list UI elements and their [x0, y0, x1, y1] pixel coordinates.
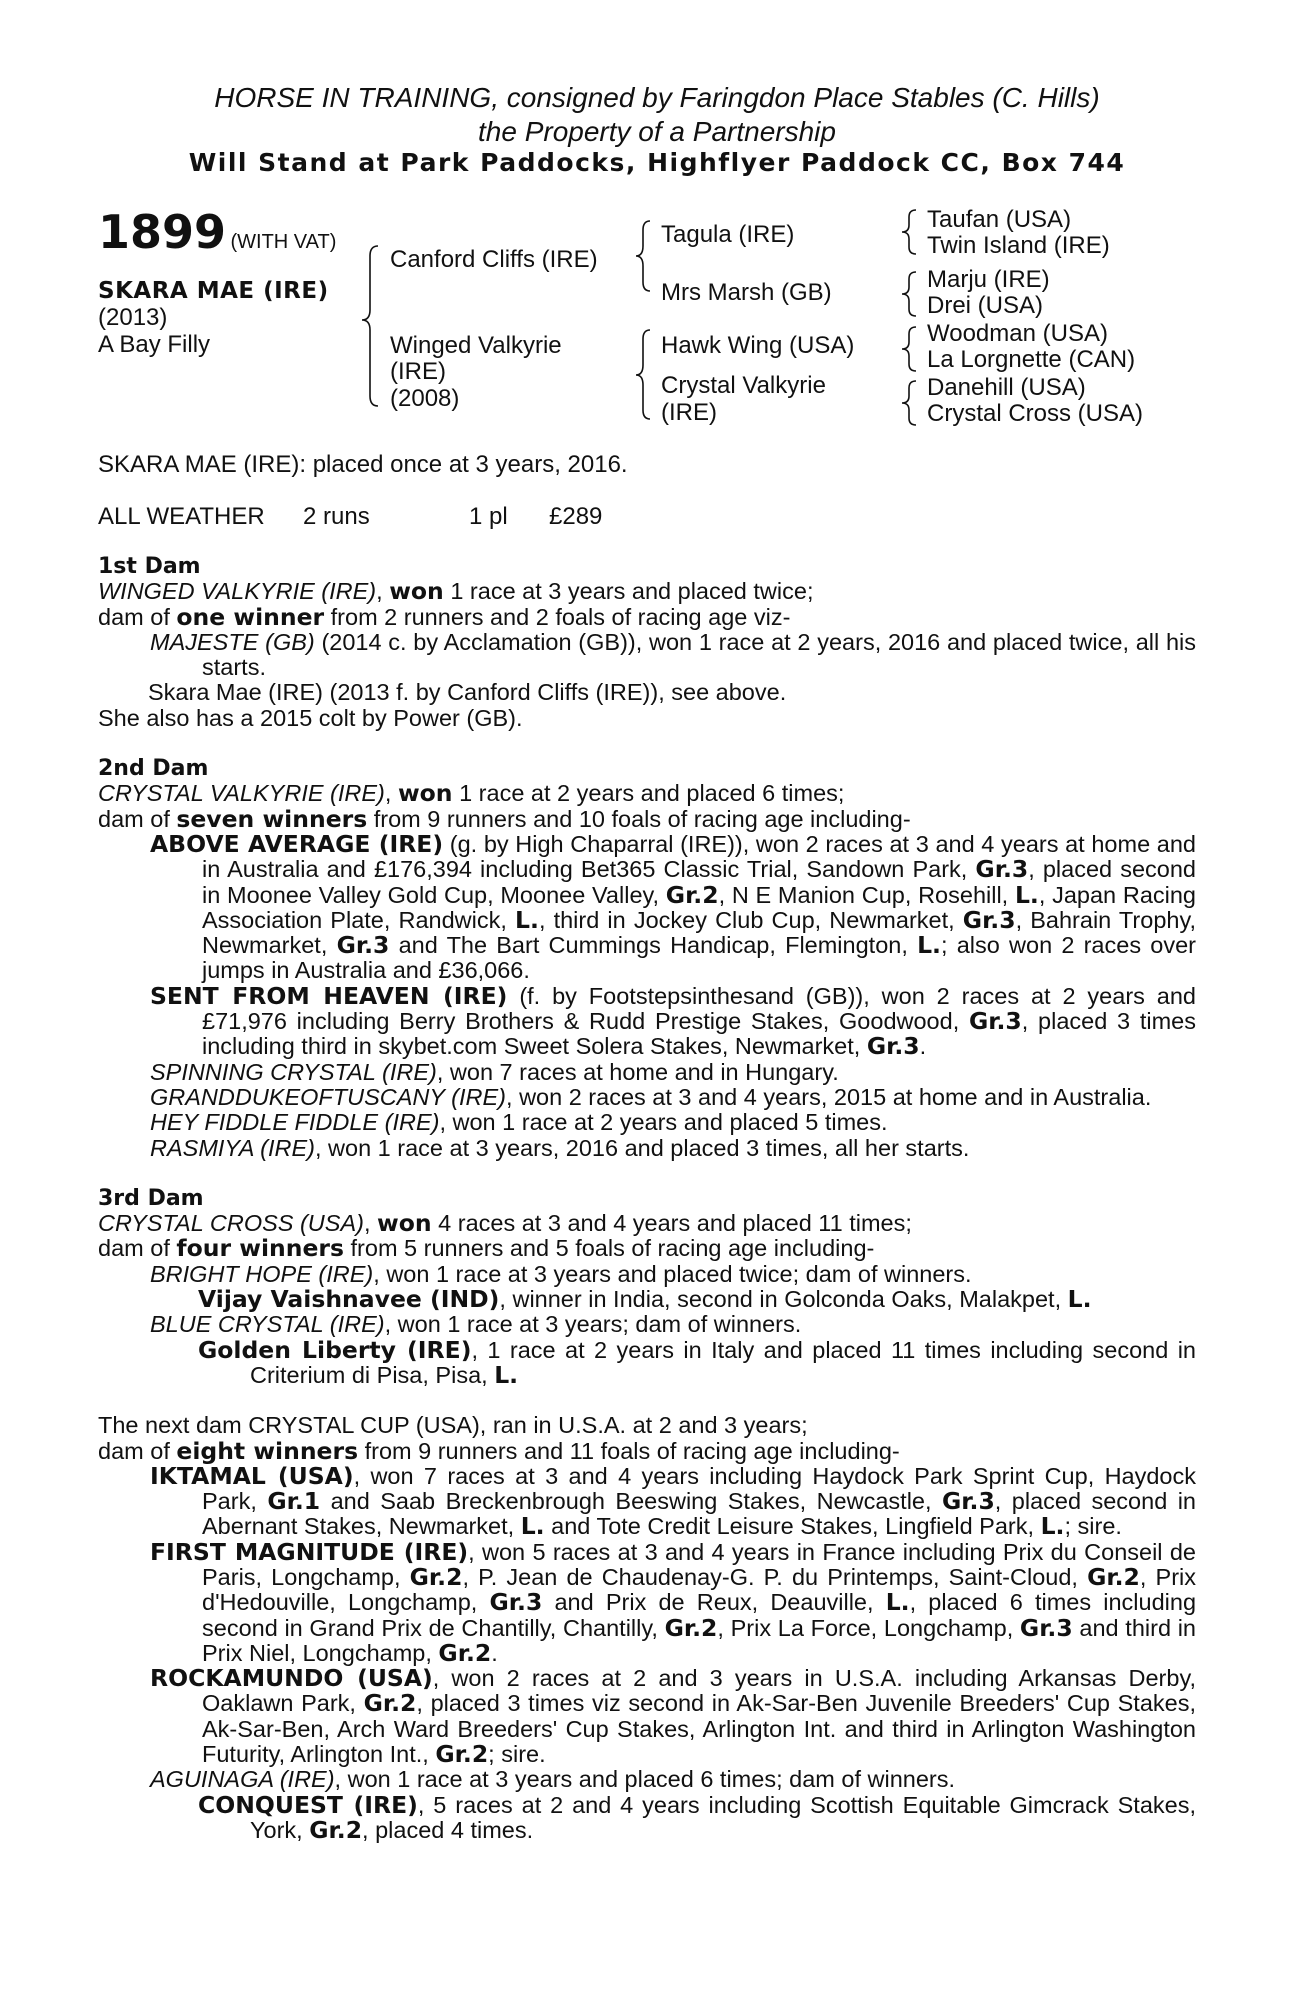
ancestor-1: Taufan (USA): [927, 206, 1072, 233]
produce-golden-liberty: Golden Liberty (IRE), 1 race at 2 years in Italy and placed 11 times including second in Criterium di Pisa, Pisa, L.: [198, 1335, 1196, 1389]
horse-description: A Bay Filly: [98, 331, 211, 358]
vat-note: (WITH VAT): [230, 231, 337, 253]
pedigree-brackets: [0, 0, 1314, 440]
third-dam-record: CRYSTAL CROSS (USA), won 4 races at 3 and 4 years and placed 11 times;: [98, 1209, 912, 1238]
family-notes: [98, 554, 1196, 1843]
produce-bright-hope: BRIGHT HOPE (IRE), won 1 race at 3 years and placed twice; dam of winners.: [150, 1260, 972, 1287]
ancestor-4: Drei (USA): [927, 292, 1044, 319]
produce-sent-from-heaven: SENT FROM HEAVEN (IRE) (f. by Footstepsinthesand (GB)), won 2 races at 2 years and £71,976 including Berry Brothers & Rudd Prestige Stakes, Goodwood, Gr.3, placed 3 times including third in skybet.com Sweet Solera Stakes, Newmarket, Gr.3.: [150, 981, 1197, 1061]
record-earnings: £289: [549, 503, 603, 530]
first-dam-record: WINGED VALKYRIE (IRE), won 1 race at 3 years and placed twice;: [98, 577, 814, 606]
consignor-line: HORSE IN TRAINING, consigned by Faringdon Place Stables (C. Hills): [214, 82, 1100, 113]
produce-rasmiya: RASMIYA (IRE), won 1 race at 3 years, 2016 and placed 3 times, all her starts.: [150, 1134, 970, 1161]
dam-dam-line-2: (IRE): [661, 399, 717, 426]
foaling-year: (2013): [98, 304, 168, 331]
produce-iktamal: IKTAMAL (USA), won 7 races at 3 and 4 years including Haydock Park Sprint Cup, Haydock Park, Gr.1 and Saab Breckenbrough Beeswing Stakes, Newcastle, Gr.3, placed second in Abernant Stakes, Newmarket, L. and Tote Credit Leisure Stakes, Lingfield Park, L.; sire.: [150, 1461, 1197, 1541]
produce-first-magnitude: FIRST MAGNITUDE (IRE), won 5 races at 3 and 4 years in France including Prix du Conseil de Paris, Longchamp, Gr.2, P. Jean de Chaudenay-G. P. du Printemps, Saint-Cloud, Gr.2, Prix d'Hedouville, Longchamp, Gr.3 and Prix de Reux, Deauville, L., placed 6 times including second in Grand Prix de Chantilly, Chantilly, Gr.2, Prix La Force, Longchamp, Gr.3 and third in Prix Niel, Longchamp, Gr.2.: [150, 1537, 1197, 1667]
produce-rockamundo: ROCKAMUNDO (USA), won 2 races at 2 and 3 years in U.S.A. including Arkansas Derby, Oaklawn Park, Gr.2, placed 3 times viz second in Ak-Sar-Ben Juvenile Breeders' Cup Stakes, Ak-Sar-Ben, Arch Ward Breeders' Cup Stakes, Arlington Int. and third in Arlington Washington Futurity, Arlington Int., Gr.2; sire.: [150, 1664, 1196, 1769]
produce-blue-crystal: BLUE CRYSTAL (IRE), won 1 race at 3 years; dam of winners.: [150, 1311, 802, 1338]
produce-hey-fiddle-fiddle: HEY FIDDLE FIDDLE (IRE), won 1 race at 2 years and placed 5 times.: [150, 1109, 888, 1136]
dam-line-3: (2008): [390, 385, 460, 412]
race-summary: SKARA MAE (IRE): placed once at 3 years, 2016.: [98, 451, 628, 478]
dam-line-2: (IRE): [390, 358, 446, 385]
second-dam-heading: 2nd Dam: [98, 756, 209, 782]
ancestor-3: Marju (IRE): [927, 266, 1050, 293]
stand-location-line: Will Stand at Park Paddocks, Highflyer Paddock CC, Box 744: [188, 148, 1126, 177]
ancestor-2: Twin Island (IRE): [927, 232, 1110, 259]
produce-spinning-crystal: SPINNING CRYSTAL (IRE), won 7 races at home and in Hungary.: [150, 1058, 839, 1085]
record-runs: 2 runs: [303, 503, 370, 530]
produce-skara-mae: Skara Mae (IRE) (2013 f. by Canford Cliffs (IRE)), see above.: [148, 679, 787, 706]
ancestor-8: Crystal Cross (USA): [927, 400, 1144, 427]
dam-sire: Hawk Wing (USA): [661, 332, 855, 359]
produce-majeste: MAJESTE (GB) (2014 c. by Acclamation (GB)), won 1 race at 2 years, 2016 and placed twice, all his starts.: [150, 628, 1196, 681]
third-dam-produce: dam of four winners from 5 runners and 5 foals of racing age including-: [98, 1234, 875, 1263]
horse-name: SKARA MAE (IRE): [98, 278, 329, 304]
produce-grand-duke: GRANDDUKEOFTUSCANY (IRE), won 2 races at 3 and 4 years, 2015 at home and in Australia.: [150, 1083, 1152, 1110]
ancestor-6: La Lorgnette (CAN): [927, 346, 1136, 373]
record-surface: ALL WEATHER: [98, 503, 265, 530]
property-line: the Property of a Partnership: [478, 116, 836, 147]
dam-dam-line-1: Crystal Valkyrie: [661, 372, 826, 399]
produce-above-average: ABOVE AVERAGE (IRE) (g. by High Chaparral (IRE)), won 2 races at 3 and 4 years at home and in Australia and £176,394 including Bet365 Classic Trial, Sandown Park, Gr.3, placed second in Moonee Valley Gold Cup, Moonee Valley, Gr.2, N E Manion Cup, Rosehill, L., Japan Racing Association Plate, Randwick, L., third in Jockey Club Cup, Newmarket, Gr.3, Bahrain Trophy, Newmarket, Gr.3 and The Bart Cummings Handicap, Flemington, L.; also won 2 races over jumps in Australia and £36,066.: [150, 829, 1196, 984]
first-dam-foal-note: She also has a 2015 colt by Power (GB).: [98, 704, 523, 731]
sire-dam: Mrs Marsh (GB): [661, 279, 832, 306]
sire: Canford Cliffs (IRE): [390, 246, 598, 273]
lot-number: 1899: [98, 205, 227, 259]
first-dam-heading: 1st Dam: [98, 554, 201, 579]
produce-conquest: CONQUEST (IRE), 5 races at 2 and 4 years including Scottish Equitable Gimcrack Stakes, York, Gr.2, placed 4 times.: [198, 1790, 1197, 1844]
second-dam-produce: dam of seven winners from 9 runners and 10 foals of racing age including-: [98, 804, 911, 833]
produce-aguinaga: AGUINAGA (IRE), won 1 race at 3 years and placed 6 times; dam of winners.: [150, 1766, 956, 1793]
next-dam-record: The next dam CRYSTAL CUP (USA), ran in U.S.A. at 2 and 3 years;: [98, 1412, 808, 1439]
sire-sire: Tagula (IRE): [661, 221, 795, 248]
second-dam-record: CRYSTAL VALKYRIE (IRE), won 1 race at 2 years and placed 6 times;: [98, 779, 845, 808]
ancestor-7: Danehill (USA): [927, 374, 1086, 401]
dam-line-1: Winged Valkyrie: [390, 332, 562, 359]
ancestor-5: Woodman (USA): [927, 320, 1108, 347]
first-dam-produce: dam of one winner from 2 runners and 2 foals of racing age viz-: [98, 602, 791, 631]
record-placed: 1 pl: [469, 503, 508, 530]
third-dam-heading: 3rd Dam: [98, 1185, 204, 1211]
produce-vijay-vaishnavee: Vijay Vaishnavee (IND), winner in India, second in Golconda Oaks, Malakpet, L.: [198, 1285, 1092, 1314]
next-dam-produce: dam of eight winners from 9 runners and 11 foals of racing age including-: [98, 1436, 900, 1465]
